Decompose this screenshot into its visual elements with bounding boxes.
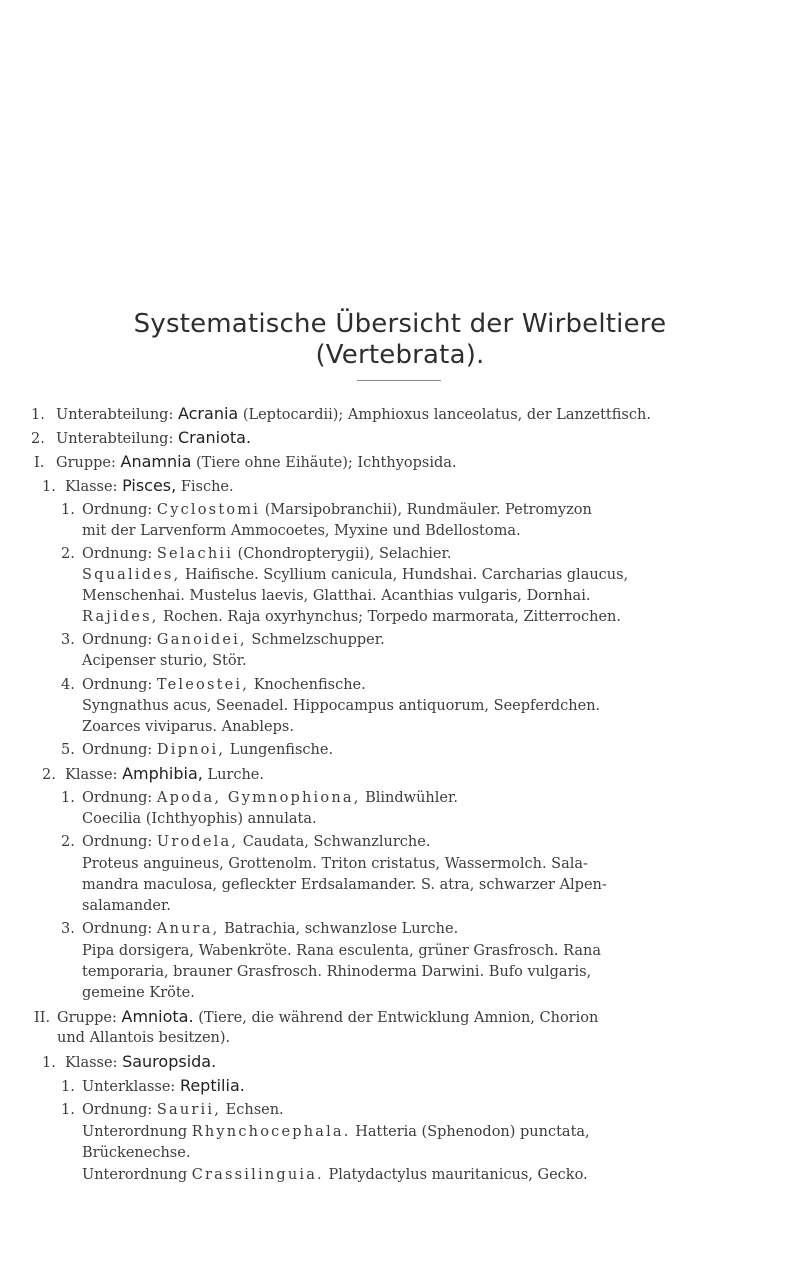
item-number: II. (34, 1010, 51, 1026)
rank-label: Unterordnung (82, 1167, 188, 1183)
taxon-name: Amphibia, (122, 764, 203, 783)
rank-label: Ordnung: (82, 742, 153, 758)
list-item (42, 765, 264, 784)
list-item: Pipa dorsigera, Wabenkröte. Rana esculenta, grüner Grasfrosch. Rana (82, 943, 602, 959)
item-number: 2. (61, 834, 75, 850)
taxon-name: Rajides, (82, 609, 159, 625)
item-number: 1. (31, 407, 45, 423)
list-item (61, 501, 592, 519)
item-text: (Chondropterygii), Selachier. (237, 546, 452, 562)
item-text: Caudata, Schwanzlurche. (242, 834, 431, 850)
item-number: 1. (61, 1102, 75, 1118)
list-item: Menschenhai. Mustelus laevis, Glatthai. Acanthias vulgaris, Dornhai. (82, 588, 591, 604)
rank-label: Gruppe: (57, 1010, 117, 1026)
taxon-name: Selachii (156, 546, 234, 562)
taxon-name: Anura, (156, 921, 220, 937)
item-number: 3. (61, 632, 75, 648)
page-title: Systematische Übersicht der Wirbeltiere (133, 309, 667, 339)
taxon-name: Acrania (177, 404, 239, 423)
item-number: 4. (61, 677, 75, 693)
item-number: 5. (61, 742, 75, 758)
list-item (61, 741, 333, 759)
rank-label: Ordnung: (82, 834, 153, 850)
item-text: (Marsipobranchii), Rundmäuler. Petromyzon (264, 502, 592, 518)
list-item (61, 789, 458, 807)
taxon-name: Teleostei, (156, 677, 250, 693)
item-text: (Leptocardii); Amphioxus lanceolatus, der Lanzettfisch. (242, 407, 651, 423)
taxon-name: Dipnoi, (156, 742, 226, 758)
item-text: (Tiere, die während der Entwicklung Amnion, Chorion (198, 1010, 599, 1026)
item-number: 2. (31, 431, 45, 447)
taxon-name: Apoda, Gymnophiona, (156, 790, 361, 806)
item-text: Blindwühler. (365, 790, 458, 806)
item-text: Fische. (180, 479, 234, 495)
rank-label: Unterabteilung: (56, 431, 174, 447)
taxon-name: Ganoidei, (156, 632, 247, 648)
item-text: Lurche. (207, 767, 265, 783)
page-subtitle: (Vertebrata). (315, 340, 485, 370)
list-item: mandra maculosa, gefleckter Erdsalamander. S. atra, schwarzer Alpen- (82, 877, 607, 893)
item-text: Hatteria (Sphenodon) punctata, (355, 1124, 590, 1140)
item-number: 1. (61, 790, 75, 806)
list-item: salamander. (82, 898, 171, 914)
list-item: Proteus anguineus, Grottenolm. Triton cristatus, Wassermolch. Sala- (82, 856, 588, 872)
list-item (61, 1077, 245, 1096)
list-item (61, 920, 458, 938)
list-item (61, 631, 385, 649)
taxon-name: Craniota. (177, 428, 252, 447)
item-number: 1. (61, 1079, 75, 1095)
item-text: Platydactylus mauritanicus, Gecko. (328, 1167, 588, 1183)
list-item (61, 833, 430, 851)
rank-label: Ordnung: (82, 677, 153, 693)
taxon-name: Squalides, (82, 567, 181, 583)
taxon-name: Pisces, (122, 476, 177, 495)
item-number: 1. (42, 1055, 56, 1071)
rank-label: Unterordnung (82, 1124, 188, 1140)
rank-label: Unterklasse: (82, 1079, 176, 1095)
item-number: 1. (61, 502, 75, 518)
rank-label: Ordnung: (82, 1102, 153, 1118)
taxon-name: Anamnia (120, 452, 192, 471)
rank-label: Klasse: (65, 1055, 118, 1071)
list-item: Syngnathus acus, Seenadel. Hippocampus antiquorum, Seepferdchen. (82, 698, 601, 714)
list-item: Coecilia (Ichthyophis) annulata. (82, 811, 317, 827)
taxon-name: Urodela, (156, 834, 239, 850)
list-item: Brückenechse. (82, 1145, 191, 1161)
list-item (82, 1123, 590, 1141)
rank-label: Ordnung: (82, 790, 153, 806)
item-number: 2. (42, 767, 56, 783)
rank-label: Ordnung: (82, 921, 153, 937)
rank-label: Gruppe: (56, 455, 116, 471)
item-text: Knochenfische. (253, 677, 366, 693)
item-number: 2. (61, 546, 75, 562)
taxon-name: Rhynchocephala. (191, 1124, 351, 1140)
list-item (61, 676, 366, 694)
list-item: und Allantois besitzen). (57, 1030, 231, 1046)
title-divider (357, 380, 441, 381)
list-item: mit der Larvenform Ammocoetes, Myxine und Bdellostoma. (82, 523, 521, 539)
list-item: gemeine Kröte. (82, 985, 195, 1001)
rank-label: Klasse: (65, 479, 118, 495)
item-text: Haifische. Scyllium canicula, Hundshai. Carcharias glaucus, (185, 567, 629, 583)
item-text: Echsen. (225, 1102, 284, 1118)
list-item: temporaria, brauner Grasfrosch. Rhinoderma Darwini. Bufo vulgaris, (82, 964, 592, 980)
item-number: 3. (61, 921, 75, 937)
list-item (42, 477, 234, 496)
item-text: Rochen. Raja oxyrhynchus; Torpedo marmorata, Zitterrochen. (163, 609, 621, 625)
item-number: 1. (42, 479, 56, 495)
item-text: Lungenfische. (229, 742, 334, 758)
list-item (34, 453, 457, 472)
item-text: Batrachia, schwanzlose Lurche. (224, 921, 459, 937)
rank-label: Ordnung: (82, 546, 153, 562)
rank-label: Unterabteilung: (56, 407, 174, 423)
list-item (42, 1053, 216, 1072)
list-item: Acipenser sturio, Stör. (82, 653, 247, 669)
list-item (31, 429, 251, 448)
taxon-name: Saurii, (156, 1102, 222, 1118)
rank-label: Ordnung: (82, 502, 153, 518)
item-text: Schmelzschupper. (251, 632, 385, 648)
item-text: (Tiere ohne Eihäute); Ichthyopsida. (195, 455, 457, 471)
taxon-name: Crassilinguia. (191, 1167, 324, 1183)
rank-label: Ordnung: (82, 632, 153, 648)
rank-label: Klasse: (65, 767, 118, 783)
taxon-name: Reptilia. (179, 1076, 245, 1095)
list-item (82, 566, 628, 584)
taxon-name: Sauropsida. (122, 1052, 217, 1071)
taxon-name: Cyclostomi (156, 502, 261, 518)
list-item (82, 1166, 588, 1184)
item-number: I. (34, 455, 45, 471)
list-item (82, 608, 621, 626)
list-item: Zoarces viviparus. Anableps. (82, 719, 294, 735)
taxon-name: Amniota. (121, 1007, 194, 1026)
list-item (34, 1008, 598, 1027)
list-item (61, 545, 451, 563)
list-item (31, 405, 651, 424)
list-item (61, 1101, 284, 1119)
